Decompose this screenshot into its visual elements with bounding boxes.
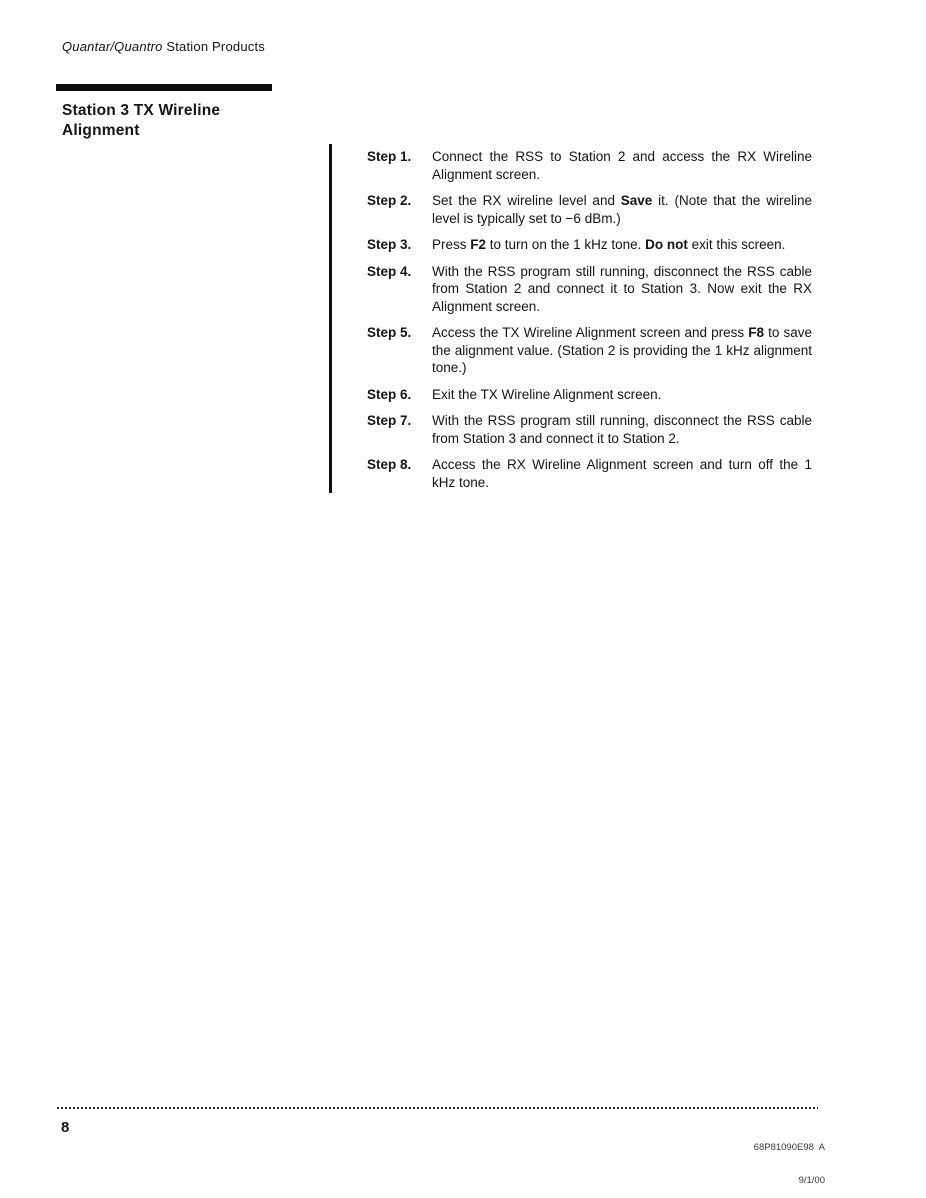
step-row (367, 192, 815, 227)
step-row (367, 456, 815, 491)
step-text: Connect the RSS to Station 2 and access the RX Wireline Alignment screen. (432, 149, 812, 182)
step-text: With the RSS program still running, disconnect the RSS cable from Station 3 and connect it to Station 2. (432, 413, 812, 446)
step-text: With the RSS program still running, disconnect the RSS cable from Station 2 and connect it to Station 3. Now exit the RX Alignment screen. (432, 263, 812, 314)
step-label: Step 6. (367, 386, 412, 402)
footer-rule (57, 1107, 818, 1109)
step-row (367, 236, 815, 254)
step-text: Exit the TX Wireline Alignment screen. (432, 386, 662, 402)
section-divider-bar (56, 84, 272, 91)
page-number: 8 (61, 1119, 70, 1136)
step-text: Access the TX Wireline Alignment screen and press F8 to save the alignment value. (Station 2 is providing the 1 kHz alignment tone.) (432, 325, 812, 375)
doc-info (754, 1120, 825, 1198)
doc-number: 68P81090E98 A (753, 1142, 825, 1153)
step-label: Step 5. (367, 325, 412, 340)
step-label: Step 8. (367, 457, 412, 472)
step-label: Step 1. (367, 149, 412, 164)
step-row (367, 386, 815, 404)
step-label: Step 2. (367, 193, 412, 208)
step-row (367, 324, 815, 377)
step-text: Press F2 to turn on the 1 kHz tone. Do not exit this screen. (432, 237, 786, 252)
running-header (62, 39, 265, 54)
step-label: Step 7. (367, 413, 412, 428)
step-row (367, 412, 815, 447)
step-text: Access the RX Wireline Alignment screen and turn off the 1 kHz tone. (432, 457, 812, 490)
section-title-line2: Alignment (62, 121, 140, 139)
section-title (62, 101, 220, 140)
running-header-product: Quantar/Quantro (62, 39, 163, 54)
step-row (367, 148, 815, 183)
step-text: Set the RX wireline level and Save it. (Note that the wireline level is typically set to −6 dBm.) (432, 193, 812, 226)
section-title-line1: Station 3 TX Wireline (62, 102, 221, 119)
step-label: Step 4. (367, 263, 412, 279)
procedure-steps (329, 144, 815, 493)
doc-date: 9/1/00 (798, 1175, 825, 1186)
running-header-suffix: Station Products (162, 39, 265, 54)
step-row (367, 263, 815, 316)
step-label: Step 3. (367, 237, 412, 252)
